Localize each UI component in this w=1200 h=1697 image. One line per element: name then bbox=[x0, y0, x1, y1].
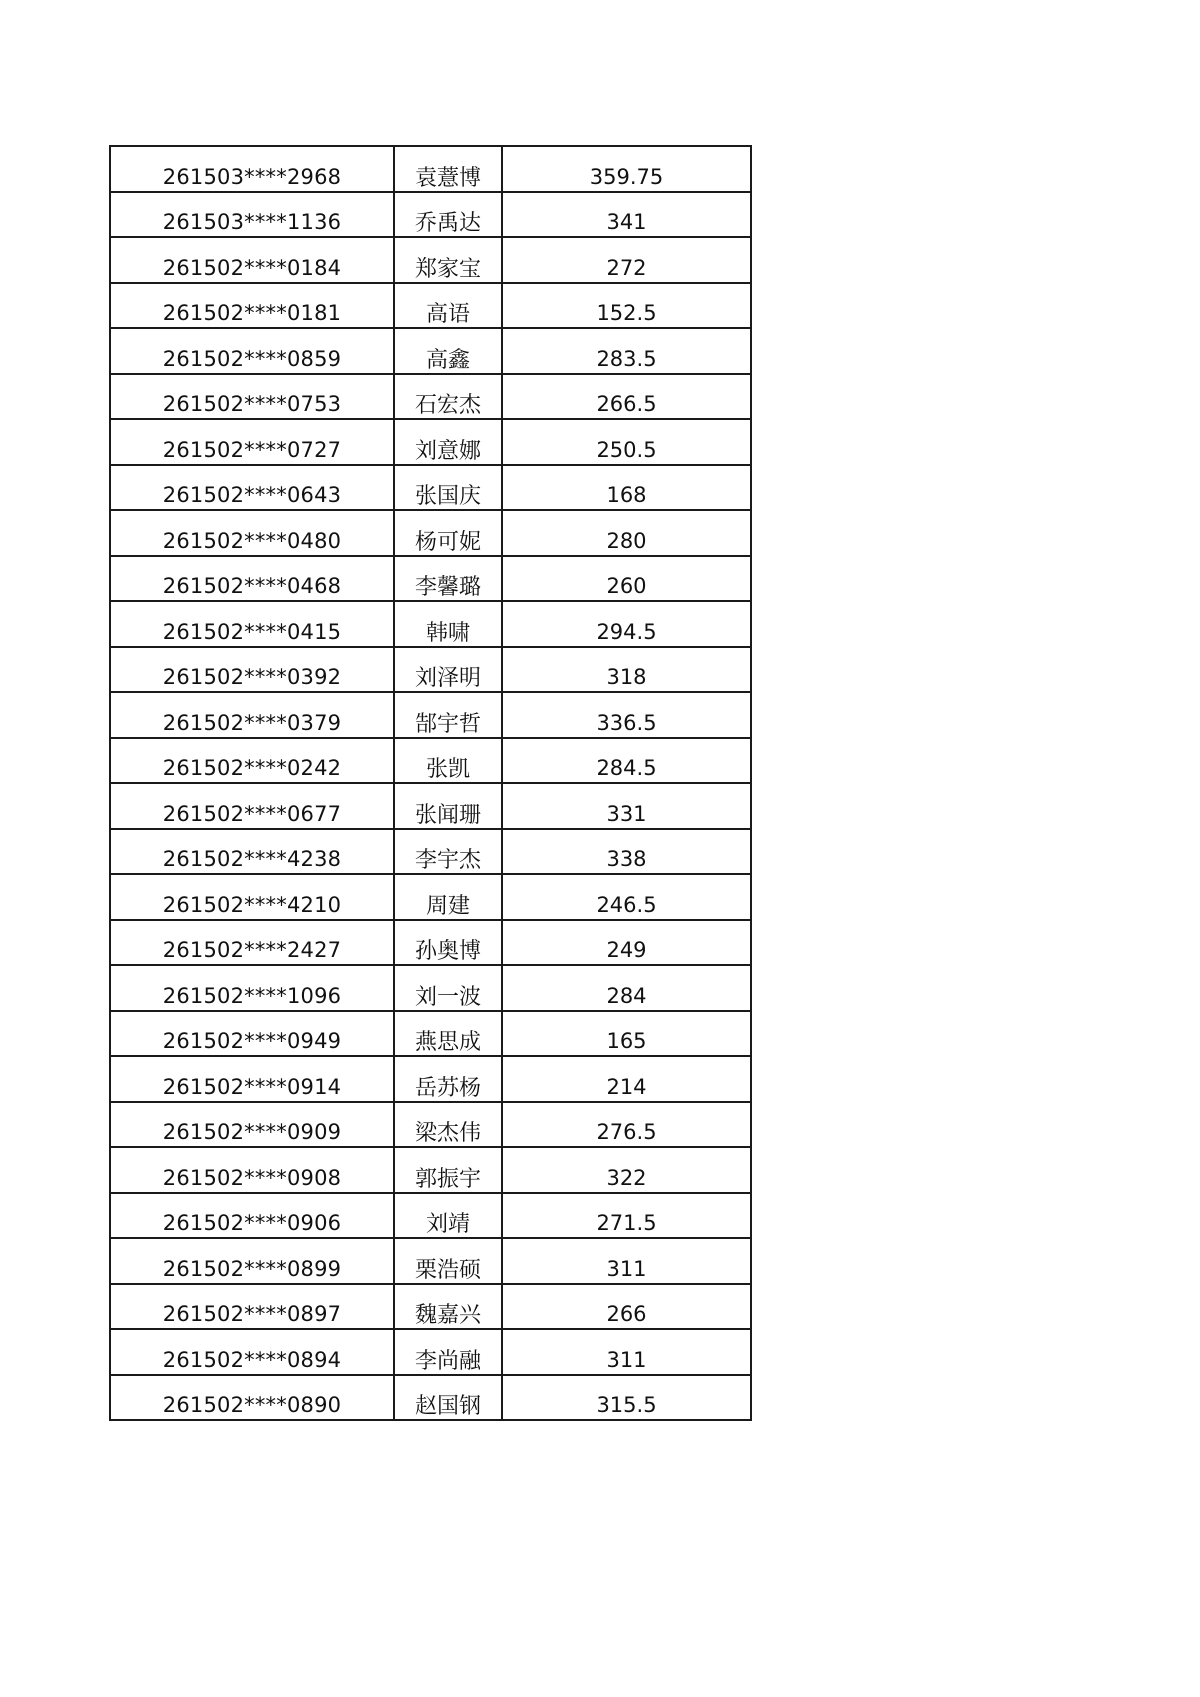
score-table-body bbox=[110, 146, 751, 1420]
candidate-score-cell: 311 bbox=[502, 1238, 751, 1284]
candidate-score-cell: 260 bbox=[502, 556, 751, 602]
table-row bbox=[110, 328, 751, 374]
candidate-id-cell: 261502****0480 bbox=[110, 510, 394, 556]
candidate-name-cell: 魏嘉兴 bbox=[394, 1284, 502, 1330]
table-row bbox=[110, 1011, 751, 1057]
candidate-id-cell: 261502****0949 bbox=[110, 1011, 394, 1057]
candidate-name-cell: 刘一波 bbox=[394, 965, 502, 1011]
candidate-score-cell: 246.5 bbox=[502, 874, 751, 920]
candidate-name-cell: 高鑫 bbox=[394, 328, 502, 374]
table-row bbox=[110, 237, 751, 283]
table-row bbox=[110, 874, 751, 920]
candidate-score-cell: 315.5 bbox=[502, 1375, 751, 1421]
candidate-name-cell: 乔禹达 bbox=[394, 192, 502, 238]
candidate-name-cell: 梁杰伟 bbox=[394, 1102, 502, 1148]
candidate-name-cell: 袁薏博 bbox=[394, 146, 502, 192]
candidate-score-cell: 311 bbox=[502, 1329, 751, 1375]
candidate-name-cell: 张凯 bbox=[394, 738, 502, 784]
candidate-id-cell: 261502****0894 bbox=[110, 1329, 394, 1375]
candidate-id-cell: 261502****0677 bbox=[110, 783, 394, 829]
candidate-id-cell: 261502****0753 bbox=[110, 374, 394, 420]
table-row bbox=[110, 1329, 751, 1375]
candidate-score-cell: 294.5 bbox=[502, 601, 751, 647]
candidate-name-cell: 李尚融 bbox=[394, 1329, 502, 1375]
table-row bbox=[110, 783, 751, 829]
candidate-name-cell: 刘靖 bbox=[394, 1193, 502, 1239]
candidate-name-cell: 郭振宇 bbox=[394, 1147, 502, 1193]
candidate-name-cell: 刘泽明 bbox=[394, 647, 502, 693]
candidate-id-cell: 261502****0859 bbox=[110, 328, 394, 374]
candidate-score-cell: 284.5 bbox=[502, 738, 751, 784]
candidate-name-cell: 刘意娜 bbox=[394, 419, 502, 465]
candidate-score-cell: 336.5 bbox=[502, 692, 751, 738]
candidate-score-cell: 331 bbox=[502, 783, 751, 829]
candidate-score-cell: 318 bbox=[502, 647, 751, 693]
candidate-id-cell: 261502****2427 bbox=[110, 920, 394, 966]
candidate-score-cell: 250.5 bbox=[502, 419, 751, 465]
candidate-name-cell: 郑家宝 bbox=[394, 237, 502, 283]
candidate-score-cell: 359.75 bbox=[502, 146, 751, 192]
candidate-name-cell: 栗浩硕 bbox=[394, 1238, 502, 1284]
candidate-id-cell: 261502****0643 bbox=[110, 465, 394, 511]
candidate-id-cell: 261502****0392 bbox=[110, 647, 394, 693]
candidate-id-cell: 261502****4210 bbox=[110, 874, 394, 920]
candidate-id-cell: 261502****0914 bbox=[110, 1056, 394, 1102]
table-row bbox=[110, 965, 751, 1011]
candidate-id-cell: 261502****0379 bbox=[110, 692, 394, 738]
candidate-name-cell: 高语 bbox=[394, 283, 502, 329]
candidate-score-cell: 271.5 bbox=[502, 1193, 751, 1239]
table-row bbox=[110, 374, 751, 420]
candidate-score-cell: 266.5 bbox=[502, 374, 751, 420]
candidate-score-cell: 284 bbox=[502, 965, 751, 1011]
table-row bbox=[110, 419, 751, 465]
candidate-name-cell: 韩啸 bbox=[394, 601, 502, 647]
candidate-score-cell: 283.5 bbox=[502, 328, 751, 374]
candidate-name-cell: 郜宇哲 bbox=[394, 692, 502, 738]
candidate-score-cell: 272 bbox=[502, 237, 751, 283]
candidate-score-cell: 152.5 bbox=[502, 283, 751, 329]
candidate-name-cell: 李馨璐 bbox=[394, 556, 502, 602]
candidate-score-cell: 280 bbox=[502, 510, 751, 556]
candidate-id-cell: 261502****0890 bbox=[110, 1375, 394, 1421]
table-row bbox=[110, 283, 751, 329]
candidate-name-cell: 赵国钢 bbox=[394, 1375, 502, 1421]
candidate-id-cell: 261502****0468 bbox=[110, 556, 394, 602]
table-row bbox=[110, 601, 751, 647]
candidate-score-cell: 322 bbox=[502, 1147, 751, 1193]
candidate-id-cell: 261502****0242 bbox=[110, 738, 394, 784]
table-row bbox=[110, 829, 751, 875]
table-row bbox=[110, 146, 751, 192]
candidate-score-cell: 266 bbox=[502, 1284, 751, 1330]
candidate-id-cell: 261503****1136 bbox=[110, 192, 394, 238]
table-row bbox=[110, 647, 751, 693]
table-row bbox=[110, 1193, 751, 1239]
candidate-name-cell: 李宇杰 bbox=[394, 829, 502, 875]
table-row bbox=[110, 692, 751, 738]
candidate-name-cell: 杨可妮 bbox=[394, 510, 502, 556]
candidate-id-cell: 261502****0906 bbox=[110, 1193, 394, 1239]
table-row bbox=[110, 192, 751, 238]
candidate-id-cell: 261502****0727 bbox=[110, 419, 394, 465]
table-row bbox=[110, 1147, 751, 1193]
candidate-id-cell: 261502****0899 bbox=[110, 1238, 394, 1284]
candidate-id-cell: 261502****0415 bbox=[110, 601, 394, 647]
candidate-id-cell: 261502****0908 bbox=[110, 1147, 394, 1193]
candidate-id-cell: 261502****0897 bbox=[110, 1284, 394, 1330]
candidate-id-cell: 261502****0181 bbox=[110, 283, 394, 329]
candidate-name-cell: 岳苏杨 bbox=[394, 1056, 502, 1102]
table-row bbox=[110, 1375, 751, 1421]
candidate-name-cell: 张闻珊 bbox=[394, 783, 502, 829]
table-row bbox=[110, 1102, 751, 1148]
table-row bbox=[110, 510, 751, 556]
table-row bbox=[110, 1238, 751, 1284]
table-row bbox=[110, 1056, 751, 1102]
table-row bbox=[110, 465, 751, 511]
candidate-id-cell: 261502****4238 bbox=[110, 829, 394, 875]
candidate-id-cell: 261503****2968 bbox=[110, 146, 394, 192]
table-row bbox=[110, 556, 751, 602]
candidate-id-cell: 261502****1096 bbox=[110, 965, 394, 1011]
table-row bbox=[110, 738, 751, 784]
table-row bbox=[110, 920, 751, 966]
table-row bbox=[110, 1284, 751, 1330]
candidate-score-cell: 249 bbox=[502, 920, 751, 966]
candidate-score-cell: 214 bbox=[502, 1056, 751, 1102]
candidate-score-cell: 168 bbox=[502, 465, 751, 511]
candidate-name-cell: 石宏杰 bbox=[394, 374, 502, 420]
candidate-id-cell: 261502****0184 bbox=[110, 237, 394, 283]
candidate-score-cell: 338 bbox=[502, 829, 751, 875]
candidate-score-cell: 276.5 bbox=[502, 1102, 751, 1148]
score-table bbox=[109, 145, 752, 1421]
candidate-score-cell: 165 bbox=[502, 1011, 751, 1057]
candidate-score-cell: 341 bbox=[502, 192, 751, 238]
candidate-id-cell: 261502****0909 bbox=[110, 1102, 394, 1148]
candidate-name-cell: 燕思成 bbox=[394, 1011, 502, 1057]
candidate-name-cell: 张国庆 bbox=[394, 465, 502, 511]
candidate-name-cell: 周建 bbox=[394, 874, 502, 920]
candidate-name-cell: 孙奥博 bbox=[394, 920, 502, 966]
